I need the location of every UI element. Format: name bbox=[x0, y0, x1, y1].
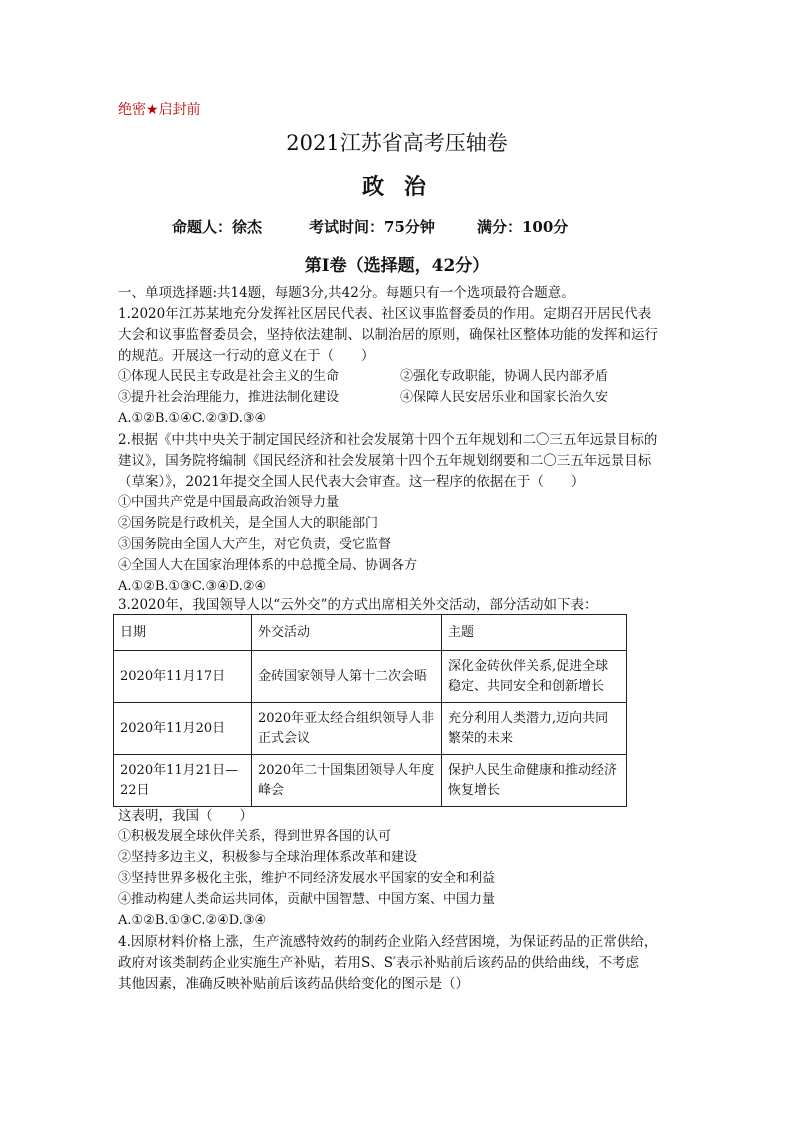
section-heading: 第I卷（选择题，42分） bbox=[304, 256, 490, 276]
q2-stem-line2: 建议》，国务院将编制《国民经济和社会发展第十四个五年规划纲要和二〇三五年远景目标 bbox=[118, 453, 652, 469]
q3-choices: A.①②B.①③C.②④D.③④ bbox=[118, 913, 267, 928]
q2-option-2: ②国务院是行政机关，是全国人大的职能部门 bbox=[118, 516, 379, 531]
q3-option-4: ④推动构建人类命运共同体，贡献中国智慧、中国方案、中国力量 bbox=[118, 892, 496, 907]
q3-option-2: ②坚持多边主义，积极参与全球治理体系改革和建设 bbox=[118, 850, 418, 865]
table-cell-theme: 充分利用人类潜力,迈向共同繁荣的未来 bbox=[442, 703, 627, 755]
q2-stem-line3: （草案）》，2021年提交全国人民代表大会审查。这一程序的依据在于（ ） bbox=[118, 474, 585, 490]
table-cell-activity: 2020年二十国集团领导人年度峰会 bbox=[252, 755, 442, 807]
q1-option-2: ②强化专政职能，协调人民内部矛盾 bbox=[400, 369, 609, 384]
exam-author: 命题人：徐杰 bbox=[172, 218, 263, 236]
table-header-cell: 外交活动 bbox=[252, 615, 442, 651]
table-cell-theme: 深化金砖伙伴关系,促进全球稳定、共同安全和创新增长 bbox=[442, 651, 627, 703]
table-header-cell: 日期 bbox=[114, 615, 252, 651]
q2-stem-line1: 2.根据《中共中央关于制定国民经济和社会发展第十四个五年规划和二〇三五年远景目标的 bbox=[118, 432, 658, 448]
exam-subject: 政 治 bbox=[362, 174, 432, 200]
instructions: 一、单项选择题:共14题，每题3分,共42分。每题只有一个选项最符合题意。 bbox=[118, 285, 575, 301]
table-cell-date: 2020年11月21日—22日 bbox=[114, 755, 252, 807]
exam-score: 满分：100分 bbox=[477, 218, 569, 236]
q1-stem-line1: 1.2020年江苏某地充分发挥社区居民代表、社区议事监督委员的作用。定期召开居民代表 bbox=[118, 306, 652, 322]
q1-stem-line3: 的规范。开展这一行动的意义在于（ ） bbox=[118, 348, 375, 364]
table-cell-date: 2020年11月17日 bbox=[114, 651, 252, 703]
q4-stem-line1: 4.因原材料价格上涨，生产流感特效药的制药企业陷入经营困境，为保证药品的正常供给， bbox=[118, 934, 658, 950]
q2-option-1: ①中国共产党是中国最高政治领导力量 bbox=[118, 495, 340, 510]
table-header-row bbox=[114, 615, 627, 651]
table-header-cell: 主题 bbox=[442, 615, 627, 651]
table-row bbox=[114, 755, 627, 807]
table-cell-date: 2020年11月20日 bbox=[114, 703, 252, 755]
q3-option-1: ①积极发展全球伙伴关系，得到世界各国的认可 bbox=[118, 829, 392, 844]
q1-option-4: ④保障人民安居乐业和国家长治久安 bbox=[400, 390, 609, 405]
q2-option-4: ④全国人大在国家治理体系的中总揽全局、协调各方 bbox=[118, 558, 418, 573]
confidential-text-suffix: 启封前 bbox=[158, 102, 201, 118]
q2-choices: A.①②B.①③C.③④D.②④ bbox=[118, 579, 267, 594]
confidential-text: 绝密 bbox=[118, 102, 146, 118]
q1-option-3: ③提升社会治理能力，推进法制化建设 bbox=[118, 390, 340, 405]
confidential-label bbox=[118, 99, 201, 119]
q3-stem-line1: 3.2020年，我国领导人以“云外交”的方式出席相关外交活动，部分活动如下表： bbox=[118, 597, 598, 613]
exam-time: 考试时间：75分钟 bbox=[309, 218, 435, 236]
q1-option-1: ①体现人民民主专政是社会主义的生命 bbox=[118, 369, 340, 384]
table-row bbox=[114, 703, 627, 755]
q1-stem-line2: 大会和议事监督委员会，坚持依法建制、以制治居的原则，确保社区整体功能的发挥和运行 bbox=[118, 327, 658, 343]
q3-option-3: ③坚持世界多极化主张，维护不同经济发展水平国家的安全和利益 bbox=[118, 871, 496, 886]
exam-title: 2021江苏省高考压轴卷 bbox=[286, 131, 508, 155]
q2-option-3: ③国务院由全国人大产生，对它负责，受它监督 bbox=[118, 537, 392, 552]
q1-choices: A.①②B.①④C.②③D.③④ bbox=[118, 411, 267, 426]
table-cell-activity: 2020年亚太经合组织领导人非正式会议 bbox=[252, 703, 442, 755]
q4-stem-line3: 其他因素，准确反映补贴前后该药品供给变化的图示是（） bbox=[118, 976, 469, 992]
q4-stem-line2: 政府对该类制药企业实施生产补贴，若用S、S′表示补贴前后该药品的供给曲线，不考虑 bbox=[118, 955, 640, 971]
table-row bbox=[114, 651, 627, 703]
diplomacy-table bbox=[113, 614, 627, 807]
q3-stem-line2: 这表明，我国（ ） bbox=[118, 808, 253, 824]
star-icon: ★ bbox=[146, 102, 159, 118]
table-cell-theme: 保护人民生命健康和推动经济恢复增长 bbox=[442, 755, 627, 807]
table-cell-activity: 金砖国家领导人第十二次会晤 bbox=[252, 651, 442, 703]
